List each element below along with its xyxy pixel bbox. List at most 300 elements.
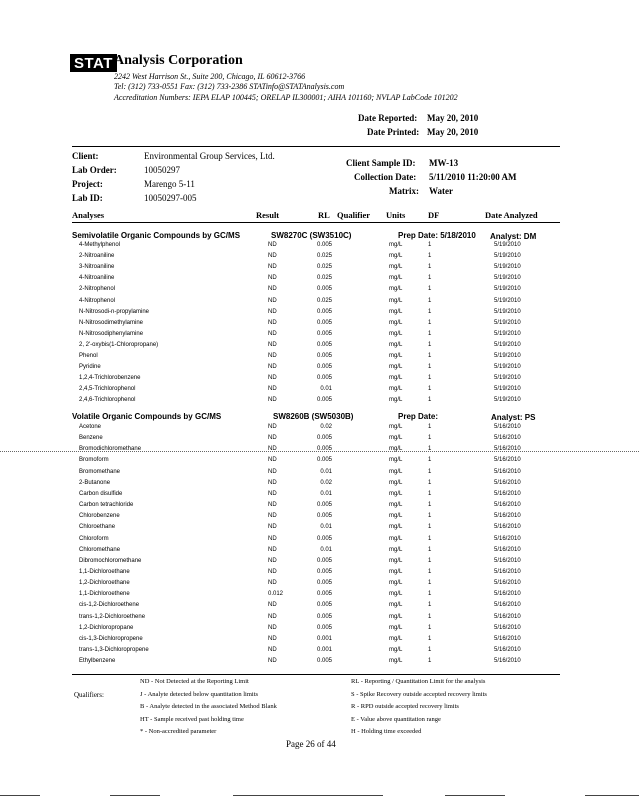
result-value: ND [268,535,277,542]
result-value: 0.012 [268,591,284,598]
analyte-name: trans-1,3-Dichloropropene [79,647,149,653]
legend-entry: RL - Reporting / Quantitation Limit for the analysis [351,678,486,685]
section-analyst: Analyst: DM [490,232,537,241]
dilution-factor: 1 [428,580,432,587]
date-analyzed: 5/16/2010 [494,535,521,542]
table-row [0,502,639,513]
dilution-factor: 1 [428,330,432,337]
units: mg/L [389,602,403,609]
table-row [0,469,639,480]
dilution-factor: 1 [428,446,432,453]
analyte-name: 4-Nitrophenol [79,297,116,304]
lab-order-label: Lab Order: [72,165,117,175]
units: mg/L [389,308,403,315]
legend-entry: ND - Not Detected at the Reporting Limit [140,678,249,685]
reporting-limit: 0.005 [316,557,332,564]
analyte-name: 4-Nitroaniline [79,275,115,282]
units: mg/L [389,242,403,248]
table-row [0,298,639,309]
reporting-limit: 0.005 [316,319,332,326]
table-row [0,602,639,613]
reporting-limit: 0.001 [316,647,332,653]
date-analyzed: 5/16/2010 [494,580,521,587]
date-analyzed: 5/16/2010 [494,568,521,575]
dilution-factor: 1 [428,557,432,564]
dilution-factor: 1 [428,353,432,359]
units: mg/L [389,286,403,293]
units: mg/L [389,557,403,564]
table-row [0,491,639,502]
dilution-factor: 1 [428,568,432,575]
units: mg/L [389,364,403,371]
result-value: ND [268,253,277,260]
analyte-name: N-Nitrosodimethylamine [79,319,144,326]
result-value: ND [268,490,277,497]
reporting-limit: 0.01 [320,468,332,475]
table-row [0,364,639,375]
accreditation-numbers: Accreditation Numbers: IEPA ELAP 100445; ORELAP IL300001; AIHA 101160; NVLAP LabCode 101202 [114,93,458,102]
reporting-limit: 0.005 [316,513,332,520]
units: mg/L [389,546,403,553]
page-number: Page 26 of 44 [286,739,336,749]
dilution-factor: 1 [428,468,432,475]
dilution-factor: 1 [428,308,432,315]
dilution-factor: 1 [428,457,432,464]
client-label: Client: [72,151,99,161]
result-value: ND [268,397,277,404]
reporting-limit: 0.005 [316,502,332,509]
table-row [0,536,639,547]
result-value: ND [268,446,277,453]
header-divider [72,146,560,147]
scan-edge-mark [445,795,505,796]
units: mg/L [389,275,403,282]
reporting-limit: 0.005 [316,341,332,348]
result-value: ND [268,341,277,348]
analyte-name: Chloroethane [79,524,116,531]
dilution-factor: 1 [428,513,432,520]
reporting-limit: 0.01 [320,524,332,531]
date-analyzed: 5/19/2010 [494,386,521,393]
scan-edge-mark [110,795,160,796]
dilution-factor: 1 [428,647,432,653]
section-prep-date: Prep Date: [398,412,439,421]
date-analyzed: 5/16/2010 [494,546,521,553]
legend-entry: R - RPD outside accepted recovery limits [351,703,459,710]
matrix-label: Matrix: [389,186,419,196]
date-analyzed: 5/16/2010 [494,479,521,486]
date-analyzed: 5/19/2010 [494,353,521,359]
reporting-limit: 0.005 [316,613,332,620]
analyte-name: 4-Methylphenol [79,242,121,248]
result-value: ND [268,658,277,665]
result-value: ND [268,602,277,609]
result-value: ND [268,242,277,248]
scan-edge-mark [585,795,639,796]
lab-order-value: 10050297 [144,165,180,175]
units: mg/L [389,635,403,642]
analyte-name: 1,2-Dichloroethane [79,580,130,587]
reporting-limit: 0.005 [316,242,332,248]
reporting-limit: 0.025 [316,297,332,304]
analyte-name: 2, 2'-oxybis(1-Chloropropane) [79,341,159,348]
collection-date-value: 5/11/2010 11:20:00 AM [429,172,517,182]
analyte-name: 1,1-Dichloroethene [79,591,130,598]
dilution-factor: 1 [428,386,432,393]
dilution-factor: 1 [428,424,432,430]
units: mg/L [389,264,403,271]
footer-rule [72,674,560,675]
table-row [0,614,639,625]
result-value: ND [268,457,277,464]
units: mg/L [389,457,403,464]
col-analyses: Analyses [72,210,105,220]
analyte-name: N-Nitrosodi-n-propylamine [79,308,150,315]
analyte-name: Acetone [79,424,102,430]
units: mg/L [389,568,403,575]
section-analyst: Analyst: PS [491,413,536,422]
result-value: ND [268,386,277,393]
date-analyzed: 5/16/2010 [494,435,521,442]
result-value: ND [268,319,277,326]
result-value: ND [268,353,277,359]
reporting-limit: 0.005 [316,375,332,382]
table-row [0,375,639,386]
units: mg/L [389,613,403,620]
table-row [0,558,639,569]
scan-edge-mark [0,795,40,796]
section-method: SW8270C (SW3510C) [271,231,352,240]
table-row [0,457,639,468]
analyte-name: 1,2,4-Trichlorobenzene [79,375,141,382]
analyte-name: cis-1,3-Dichloropropene [79,635,143,642]
reporting-limit: 0.005 [316,602,332,609]
dilution-factor: 1 [428,297,432,304]
analyte-name: 3-Nitroaniline [79,264,115,271]
legend-entry: E - Value above quantitation range [351,715,441,723]
date-analyzed: 5/16/2010 [494,658,521,665]
units: mg/L [389,319,403,326]
units: mg/L [389,341,403,348]
date-analyzed: 5/19/2010 [494,397,521,404]
result-value: ND [268,479,277,486]
analyte-name: 2-Nitrophenol [79,286,116,293]
reporting-limit: 0.005 [316,353,332,359]
analyte-name: 2,4,5-Trichlorophenol [79,386,136,393]
reporting-limit: 0.005 [316,624,332,631]
date-analyzed: 5/16/2010 [494,591,521,598]
dilution-factor: 1 [428,624,432,631]
units: mg/L [389,375,403,382]
date-analyzed: 5/19/2010 [494,286,521,293]
date-analyzed: 5/16/2010 [494,557,521,564]
dilution-factor: 1 [428,524,432,531]
table-row [0,309,639,320]
result-value: ND [268,375,277,382]
dilution-factor: 1 [428,535,432,542]
units: mg/L [389,513,403,520]
company-name: Analysis Corporation [114,53,243,68]
result-value: ND [268,557,277,564]
reporting-limit: 0.01 [320,546,332,553]
lab-id-label: Lab ID: [72,193,103,203]
table-row [0,547,639,558]
dilution-factor: 1 [428,591,432,598]
dilution-factor: 1 [428,286,432,293]
reporting-limit: 0.001 [316,635,332,642]
reporting-limit: 0.025 [316,275,332,282]
reporting-limit: 0.005 [316,658,332,665]
table-row [0,580,639,591]
legend-entry: J - Analyte detected below quantitation limits [140,690,259,698]
units: mg/L [389,647,403,653]
dilution-factor: 1 [428,635,432,642]
analyte-name: 2-Nitroaniline [79,253,115,260]
analyte-name: Bromomethane [79,468,121,475]
date-analyzed: 5/16/2010 [494,624,521,631]
reporting-limit: 0.025 [316,253,332,260]
result-value: ND [268,424,277,430]
result-value: ND [268,308,277,315]
result-value: ND [268,264,277,271]
section-prep-date: Prep Date: 5/18/2010 [398,231,476,240]
units: mg/L [389,468,403,475]
table-row [0,397,639,408]
analyte-name: Bromoform [79,457,109,464]
table-row [0,353,639,364]
table-row [0,286,639,297]
date-analyzed: 5/19/2010 [494,364,521,371]
date-analyzed: 5/16/2010 [494,524,521,531]
result-value: ND [268,613,277,620]
table-row [0,524,639,535]
analyte-name: Phenol [79,353,98,359]
date-analyzed: 5/16/2010 [494,602,521,609]
table-row [0,435,639,446]
dilution-factor: 1 [428,253,432,260]
date-analyzed: 5/19/2010 [494,341,521,348]
company-address: 2242 West Harrison St., Suite 200, Chicago, IL 60612-3766 [114,72,306,81]
date-analyzed: 5/19/2010 [494,242,521,248]
legend-entry: H - Holding time exceeded [351,728,422,735]
result-value: ND [268,580,277,587]
scan-artifact-line [0,451,639,452]
result-value: ND [268,624,277,631]
dilution-factor: 1 [428,546,432,553]
reporting-limit: 0.005 [316,568,332,575]
table-row [0,342,639,353]
lab-id-value: 10050297-005 [144,193,197,203]
units: mg/L [389,330,403,337]
result-value: ND [268,546,277,553]
table-row [0,569,639,580]
reporting-limit: 0.005 [316,397,332,404]
col-df: DF [428,210,440,220]
table-row [0,647,639,658]
legend-entry: * - Non-accredited parameter [140,728,217,735]
result-value: ND [268,568,277,575]
reporting-limit: 0.005 [316,435,332,442]
units: mg/L [389,658,403,665]
section-method: SW8260B (SW5030B) [273,412,354,421]
table-row [0,275,639,286]
analyte-name: Dibromochloromethane [79,557,142,564]
date-analyzed: 5/19/2010 [494,308,521,315]
col-qualifier: Qualifier [337,210,371,220]
date-analyzed: 5/19/2010 [494,297,521,304]
col-date-analyzed: Date Analyzed [485,210,538,220]
sample-id-value: MW-13 [429,158,459,168]
col-result: Result [256,210,280,220]
reporting-limit: 0.005 [316,580,332,587]
col-rl: RL [318,210,330,220]
analyte-name: Carbon disulfide [79,490,123,497]
date-printed-label: Date Printed: [367,127,420,137]
date-analyzed: 5/16/2010 [494,468,521,475]
analyte-name: N-Nitrosodiphenylamine [79,330,144,337]
analyte-name: 1,1-Dichloroethane [79,568,130,575]
reporting-limit: 0.005 [316,330,332,337]
table-row [0,625,639,636]
date-analyzed: 5/19/2010 [494,319,521,326]
units: mg/L [389,479,403,486]
reporting-limit: 0.005 [316,364,332,371]
result-value: ND [268,297,277,304]
result-value: ND [268,635,277,642]
units: mg/L [389,502,403,509]
units: mg/L [389,490,403,497]
reporting-limit: 0.005 [316,308,332,315]
date-printed-value: May 20, 2010 [427,127,479,137]
analyte-name: Benzene [79,435,103,442]
date-analyzed: 5/16/2010 [494,446,521,453]
table-row [0,591,639,602]
dilution-factor: 1 [428,613,432,620]
units: mg/L [389,397,403,404]
dilution-factor: 1 [428,364,432,371]
reporting-limit: 0.005 [316,446,332,453]
units: mg/L [389,353,403,359]
table-row [0,253,639,264]
result-value: ND [268,524,277,531]
col-units: Units [386,210,406,220]
dilution-factor: 1 [428,435,432,442]
result-value: ND [268,513,277,520]
analyte-name: cis-1,2-Dichloroethene [79,602,140,609]
dilution-factor: 1 [428,264,432,271]
result-value: ND [268,364,277,371]
units: mg/L [389,424,403,430]
client-value: Environmental Group Services, Ltd. [144,151,275,161]
reporting-limit: 0.025 [316,264,332,271]
units: mg/L [389,297,403,304]
analyte-name: Chlorobenzene [79,513,120,520]
table-row [0,264,639,275]
date-analyzed: 5/16/2010 [494,502,521,509]
result-value: ND [268,286,277,293]
dilution-factor: 1 [428,602,432,609]
result-value: ND [268,435,277,442]
date-analyzed: 5/16/2010 [494,513,521,520]
date-analyzed: 5/16/2010 [494,490,521,497]
project-label: Project: [72,179,103,189]
dilution-factor: 1 [428,242,432,248]
table-row [0,424,639,435]
date-reported-label: Date Reported: [358,113,418,123]
reporting-limit: 0.02 [320,479,332,486]
table-row [0,480,639,491]
units: mg/L [389,253,403,260]
qualifiers-label: Qualifiers: [74,691,104,699]
table-row [0,513,639,524]
dilution-factor: 1 [428,658,432,665]
analyte-name: 2-Butanone [79,479,111,486]
company-phone: Tel: (312) 733-0551 Fax: (312) 733-2386 STATinfo@STATAnalysis.com [114,82,345,91]
reporting-limit: 0.005 [316,457,332,464]
units: mg/L [389,446,403,453]
result-value: ND [268,502,277,509]
analyte-name: Bromodichloromethane [79,446,142,453]
date-analyzed: 5/19/2010 [494,330,521,337]
analyte-name: trans-1,2-Dichloroethene [79,613,146,620]
date-reported-value: May 20, 2010 [427,113,479,123]
column-header-rule [72,222,560,223]
units: mg/L [389,524,403,531]
section-title: Volatile Organic Compounds by GC/MS [72,412,222,421]
dilution-factor: 1 [428,490,432,497]
dilution-factor: 1 [428,479,432,486]
result-value: ND [268,275,277,282]
reporting-limit: 0.005 [316,591,332,598]
scan-edge-mark [233,795,383,796]
reporting-limit: 0.005 [316,535,332,542]
reporting-limit: 0.005 [316,286,332,293]
analyte-name: 1,2-Dichloropropane [79,624,134,631]
sample-id-label: Client Sample ID: [346,158,416,168]
units: mg/L [389,435,403,442]
table-row [0,658,639,669]
date-analyzed: 5/19/2010 [494,275,521,282]
units: mg/L [389,580,403,587]
units: mg/L [389,591,403,598]
stat-logo: STAT [70,54,117,72]
date-analyzed: 5/19/2010 [494,375,521,382]
legend-entry: HT - Sample received past holding time [140,715,244,723]
table-row [0,636,639,647]
analyte-name: 2,4,6-Trichlorophenol [79,397,136,404]
reporting-limit: 0.01 [320,386,332,393]
dilution-factor: 1 [428,397,432,404]
analyte-name: Chloroform [79,535,109,542]
collection-date-label: Collection Date: [354,172,417,182]
dilution-factor: 1 [428,375,432,382]
legend-entry: S - Spike Recovery outside accepted recovery limits [351,690,487,698]
analyte-name: Pyridine [79,364,101,371]
result-value: ND [268,468,277,475]
date-analyzed: 5/16/2010 [494,424,521,430]
units: mg/L [389,386,403,393]
date-analyzed: 5/16/2010 [494,457,521,464]
analyte-name: Chloromethane [79,546,121,553]
matrix-value: Water [429,186,453,196]
analyte-name: Carbon tetrachloride [79,502,134,509]
dilution-factor: 1 [428,319,432,326]
table-row [0,242,639,253]
date-analyzed: 5/19/2010 [494,253,521,260]
date-analyzed: 5/16/2010 [494,647,521,653]
units: mg/L [389,624,403,631]
reporting-limit: 0.02 [320,424,332,430]
